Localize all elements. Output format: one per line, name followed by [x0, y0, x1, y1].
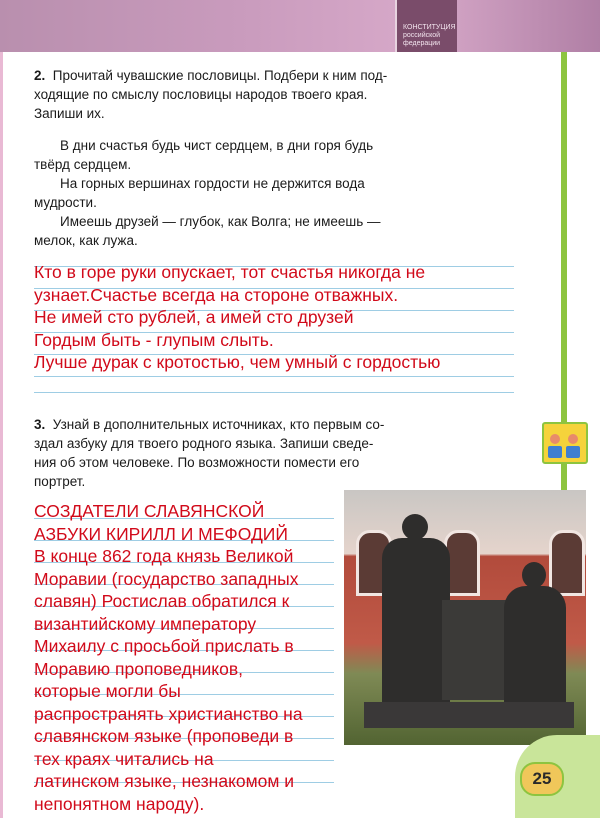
task2-line: ходящие по смыслу пословицы народов твоего края. — [34, 87, 368, 102]
task3-line: портрет. — [34, 474, 86, 489]
task3-line: здал азбуку для твоего родного языка. Запиши сведе- — [34, 436, 374, 451]
answer-line: которые могли бы — [34, 681, 181, 701]
task2-answer — [34, 261, 440, 374]
answer-line: Не имей сто рублей, а имей сто друзей — [34, 307, 354, 327]
left-margin-rule — [0, 52, 3, 818]
answer-line: Кто в горе руки опускает, тот счастья никогда не — [34, 262, 426, 282]
proverb-line: мудрости. — [34, 195, 97, 210]
answer-line: В конце 862 года князь Великой — [34, 546, 294, 566]
answer-line: Моравии (государство западных — [34, 568, 299, 589]
task2-text — [34, 66, 387, 123]
answer-line: распространять христианство на — [34, 703, 303, 724]
proverb-line: Имеешь друзей — глубок, как Волга; не имеешь — — [60, 214, 381, 229]
answer-line: тех краях читались на — [34, 748, 214, 769]
answer-line: византийскому императору — [34, 613, 257, 634]
answer-line: латинском языке, незнакомом и — [34, 771, 295, 791]
task2-line: Запиши их. — [34, 106, 105, 121]
book-label: КОНСТИТУЦИЯ российской федерации — [403, 24, 456, 47]
answer-line: славян) Ростислав обратился к — [34, 591, 290, 611]
monument-photo — [344, 490, 586, 745]
answer-line: узнает.Счастье всегда на стороне отважных. — [34, 284, 399, 305]
answer-line: Моравию проповедников, — [34, 658, 244, 679]
task3-text — [34, 415, 514, 491]
answer-line: непонятном народу). — [34, 793, 205, 814]
answer-line: СОЗДАТЕЛИ СЛАВЯНСКОЙ — [34, 501, 265, 521]
answer-line: славянском языке (проповеди в — [34, 726, 294, 746]
page-number: 25 — [520, 762, 564, 796]
proverb-line: мелок, как лужа. — [34, 233, 138, 248]
task3-number: 3. — [34, 417, 46, 432]
proverb-line: В дни счастья будь чист сердцем, в дни горя будь — [60, 138, 374, 153]
task3-answer — [34, 500, 303, 815]
proverb-line: твёрд сердцем. — [34, 157, 132, 172]
answer-line: Гордым быть - глупым слыть. — [34, 329, 274, 350]
answer-line: АЗБУКИ КИРИЛЛ И МЕФОДИЙ — [34, 523, 288, 544]
answer-line: Лучше дурак с кротостью, чем умный с гордостью — [34, 352, 441, 372]
task2-line: Прочитай чувашские пословицы. Подбери к ним под- — [52, 68, 388, 83]
task2-number: 2. — [34, 68, 46, 83]
task3-line: ния об этом человеке. По возможности помести его — [34, 455, 360, 470]
proverbs-block — [34, 136, 514, 250]
task3-line: Узнай в дополнительных источниках, кто первым со- — [52, 417, 385, 432]
constitution-book-image — [395, 0, 457, 52]
kids-reading-icon — [542, 422, 588, 464]
answer-line: Михаилу с просьбой прислать в — [34, 636, 294, 656]
top-banner — [0, 0, 600, 52]
proverb-line: На горных вершинах гордости не держится вода — [60, 176, 365, 191]
